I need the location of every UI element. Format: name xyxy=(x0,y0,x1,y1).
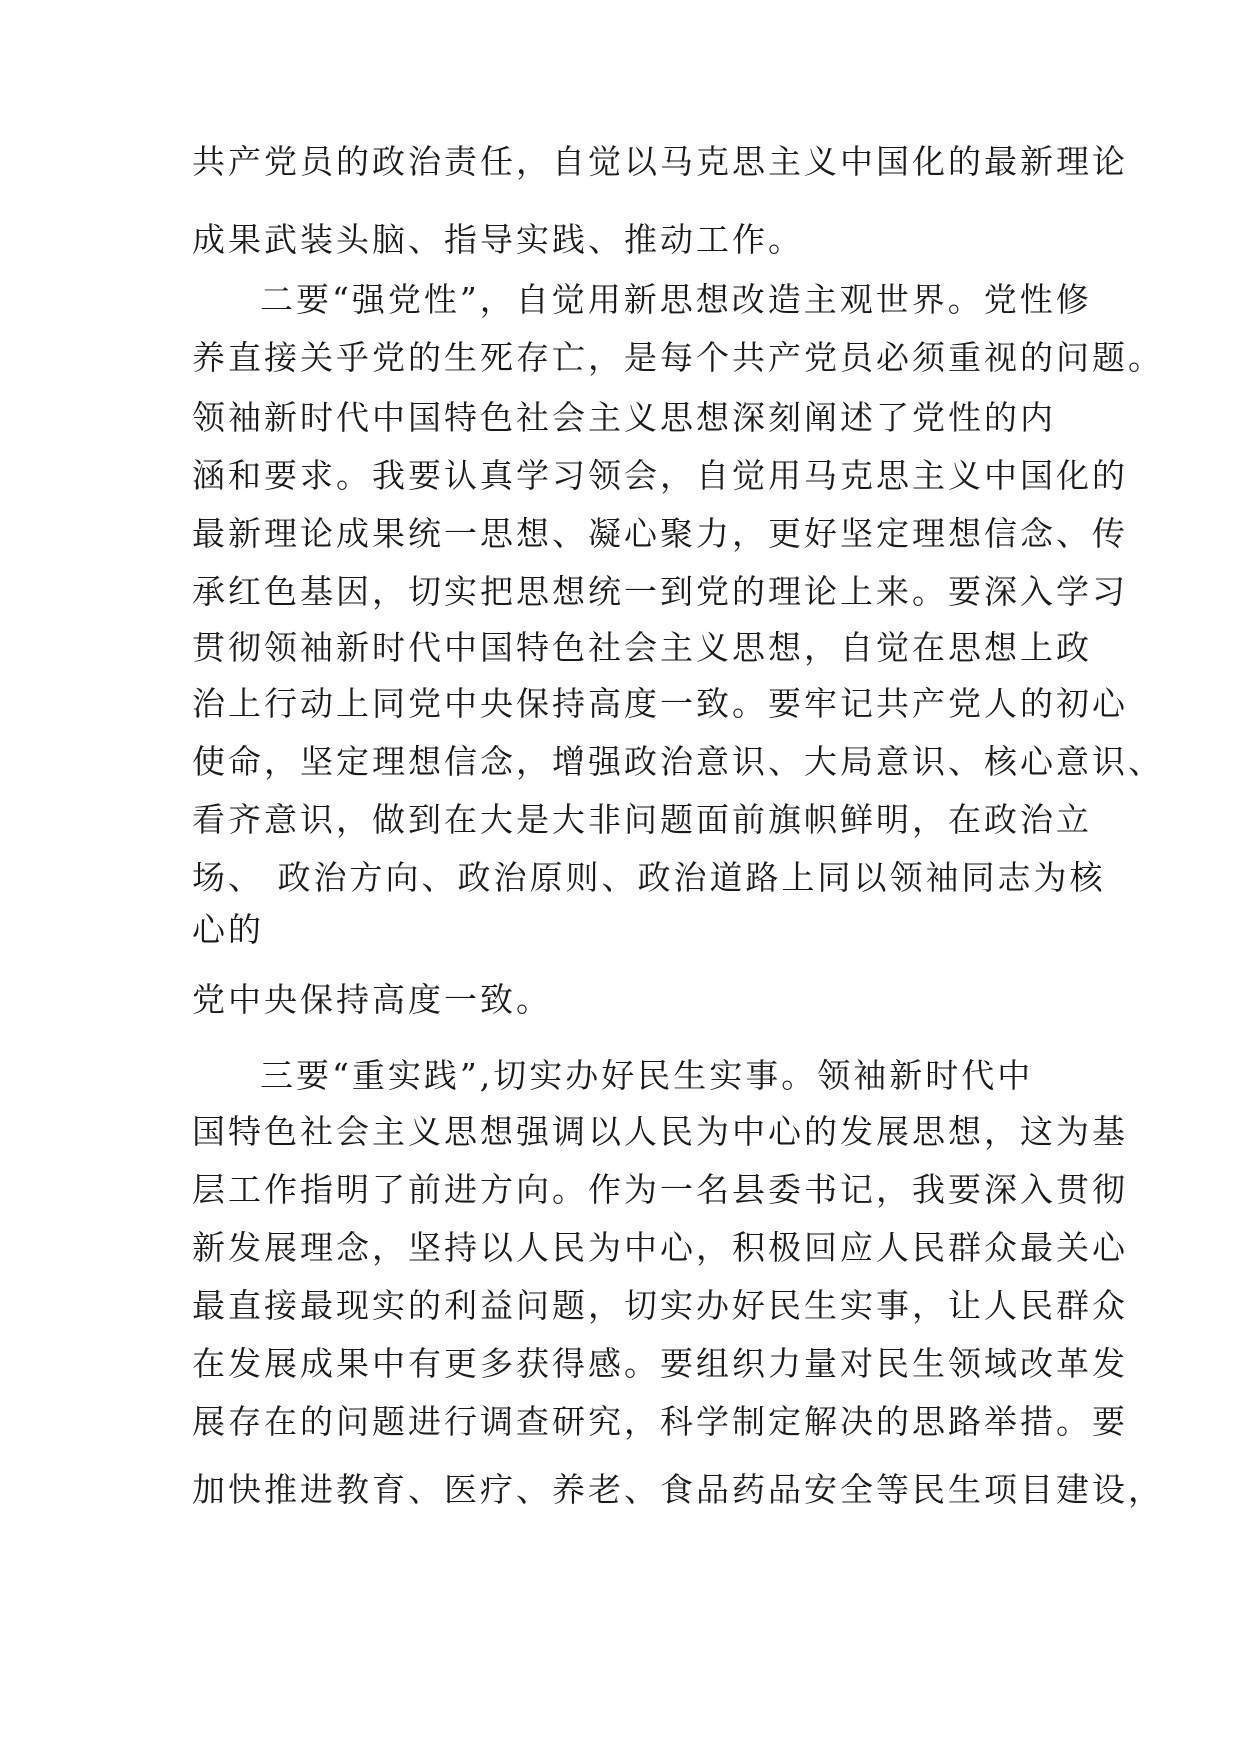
text-line: 看齐意识，做到在大是大非问题面前旗帜鲜明，在政治立 xyxy=(192,800,1092,839)
paragraph-start-line: 二要“强党性”，自觉用新思想改造主观世界。党性修 xyxy=(260,280,1092,319)
text-line: 场、 政治方向、政治原则、政治道路上同以领袖同志为核 xyxy=(192,858,1106,897)
text-line: 领袖新时代中国特色社会主义思想深刻阐述了党性的内 xyxy=(192,398,1056,437)
text-line: 在发展成果中有更多获得感。要组织力量对民生领域改革发 xyxy=(192,1344,1128,1383)
text-line: 使命，坚定理想信念，增强政治意识、大局意识、核心意识、 xyxy=(192,742,1164,781)
text-line: 最新理论成果统一思想、凝心聚力，更好坚定理想信念、传 xyxy=(192,514,1128,553)
text-line: 最直接最现实的利益问题，切实办好民生实事，让人民群众 xyxy=(192,1286,1128,1325)
text-line: 国特色社会主义思想强调以人民为中心的发展思想，这为基 xyxy=(192,1112,1128,1151)
text-line: 心的 xyxy=(192,910,264,949)
text-line: 贯彻领袖新时代中国特色社会主义思想，自觉在思想上政 xyxy=(192,628,1092,667)
text-line: 养直接关乎党的生死存亡，是每个共产党员必须重视的问题。 xyxy=(192,338,1164,377)
text-line: 党中央保持高度一致。 xyxy=(192,980,552,1019)
text-line: 成果武装头脑、指导实践、推动工作。 xyxy=(192,220,804,259)
text-line: 加快推进教育、医疗、养老、食品药品安全等民生项目建设， xyxy=(192,1470,1164,1509)
text-line: 层工作指明了前进方向。作为一名县委书记，我要深入贯彻 xyxy=(192,1170,1128,1209)
text-line: 新发展理念，坚持以人民为中心，积极回应人民群众最关心 xyxy=(192,1228,1128,1267)
paragraph-start-line: 三要“重实践”,切实办好民生实事。领袖新时代中 xyxy=(260,1056,1034,1095)
text-line: 涵和要求。我要认真学习领会，自觉用马克思主义中国化的 xyxy=(192,456,1128,495)
text-line: 治上行动上同党中央保持高度一致。要牢记共产党人的初心 xyxy=(192,684,1128,723)
text-line: 共产党员的政治责任，自觉以马克思主义中国化的最新理论 xyxy=(192,142,1128,181)
text-line: 展存在的问题进行调查研究，科学制定解决的思路举措。要 xyxy=(192,1402,1128,1441)
text-line: 承红色基因，切实把思想统一到党的理论上来。要深入学习 xyxy=(192,572,1128,611)
